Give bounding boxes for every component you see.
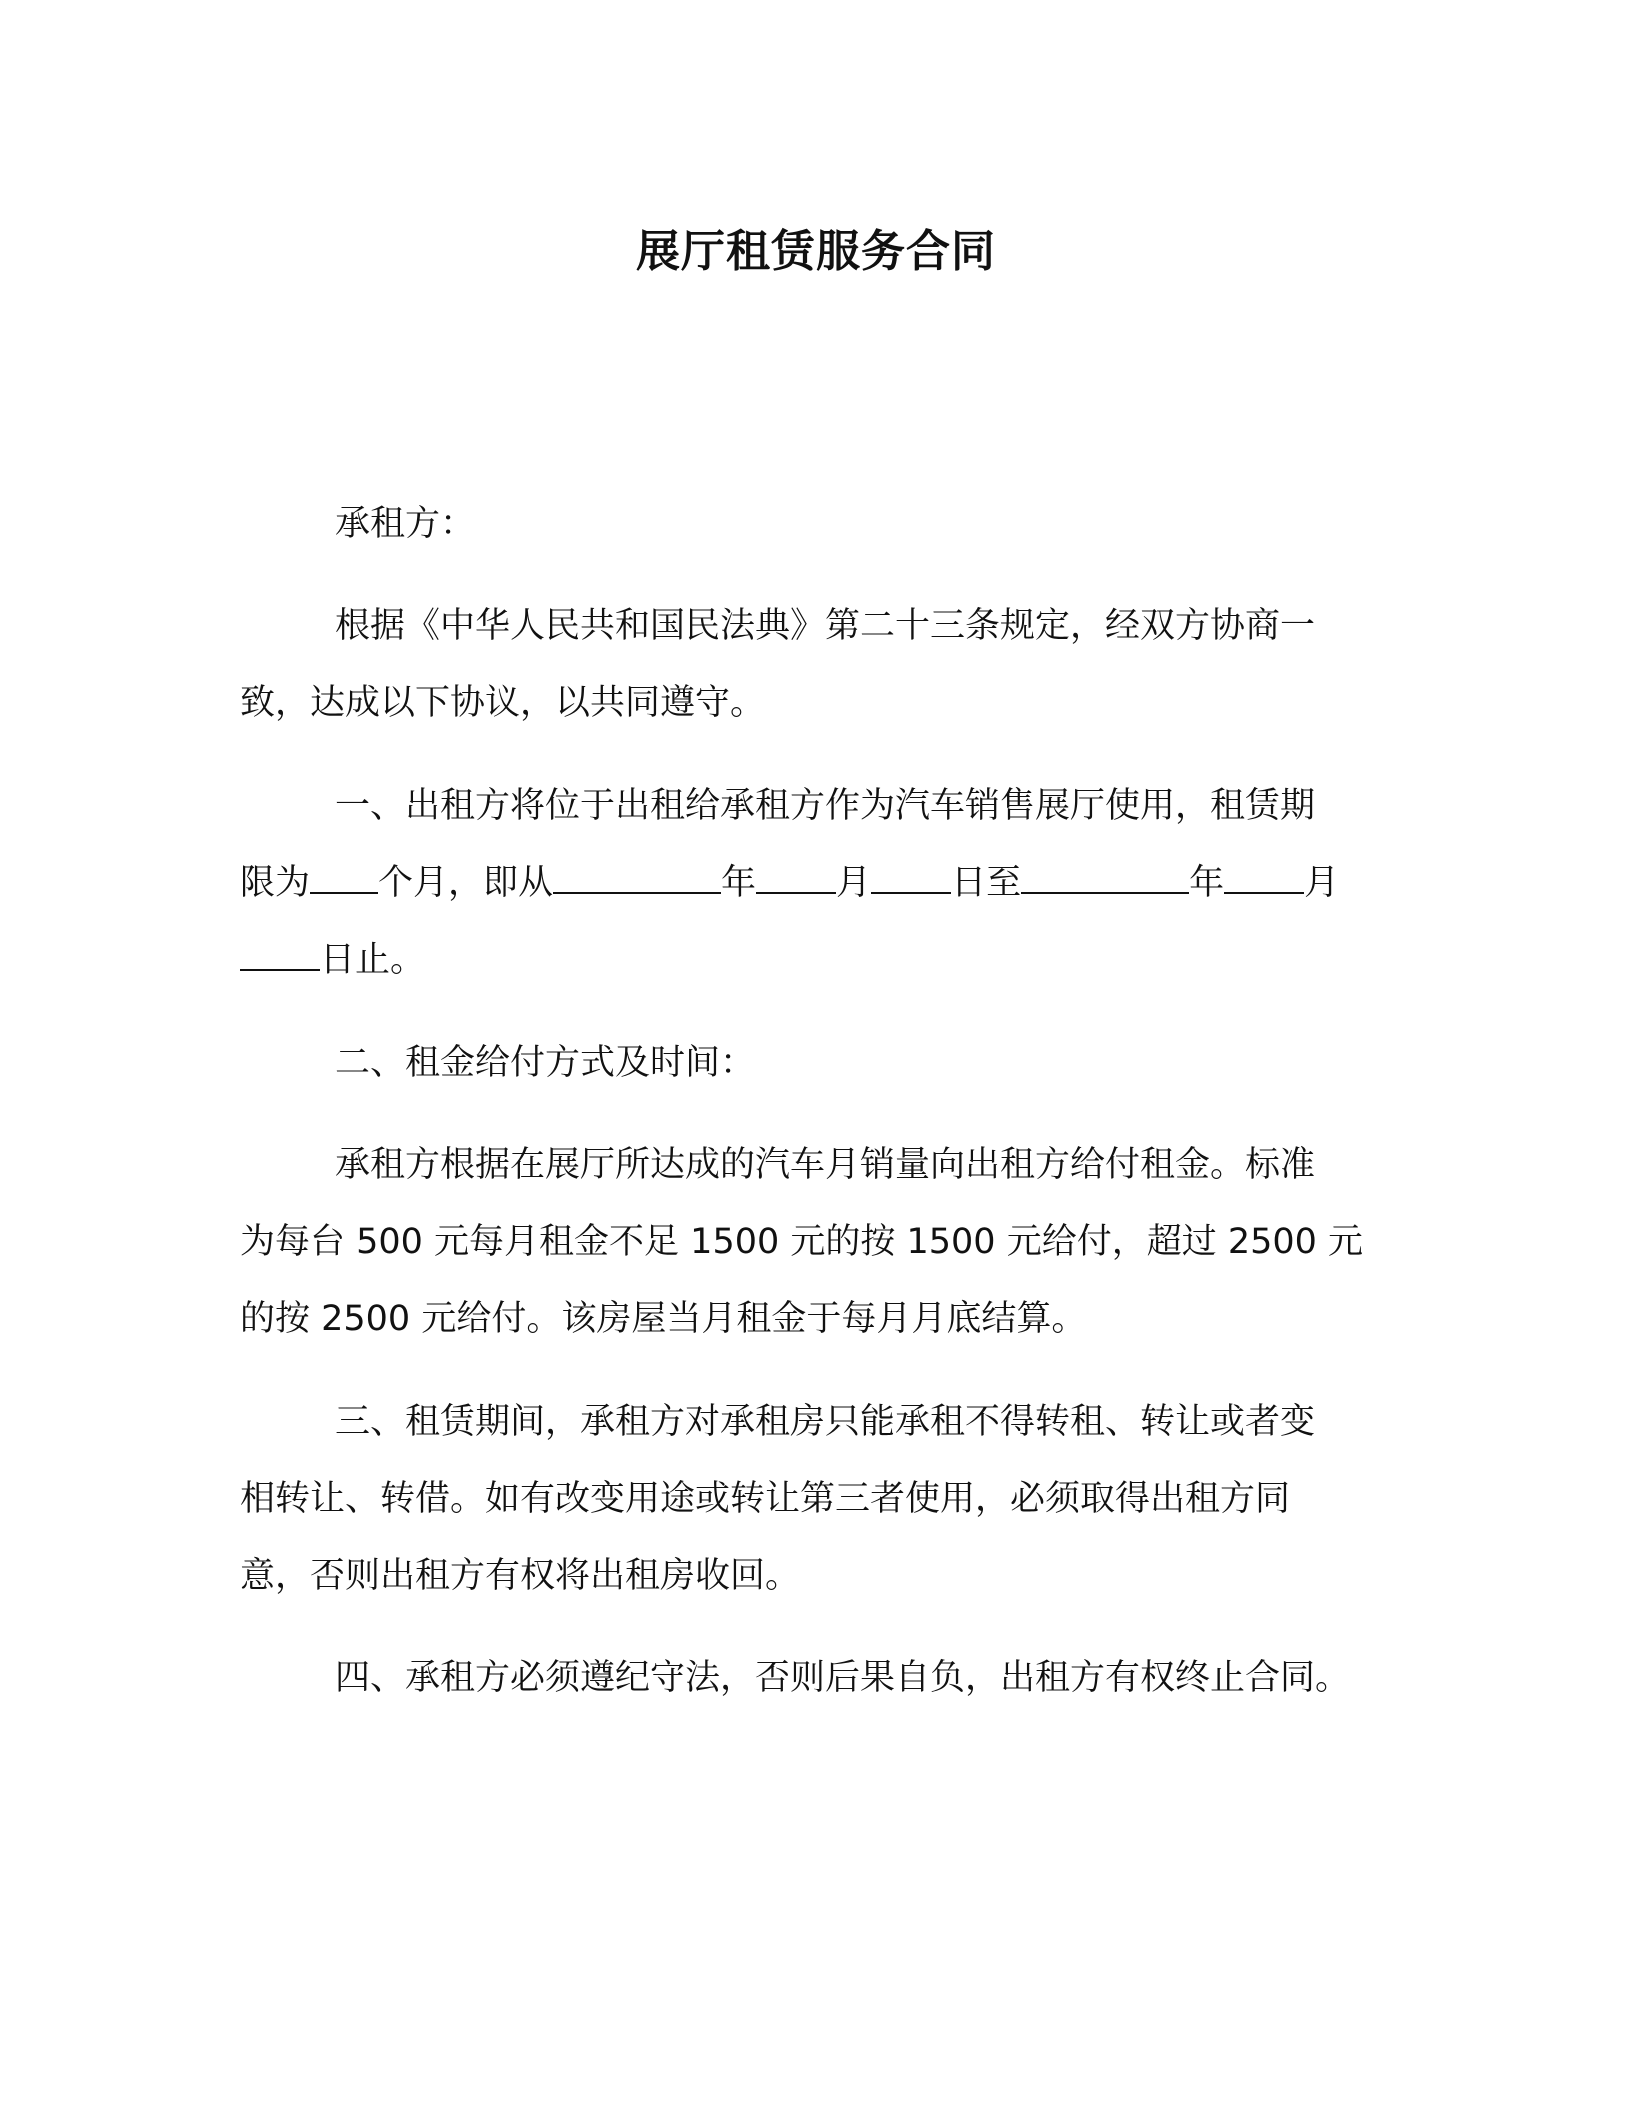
- clause-1-text-b: 个月，即从: [378, 863, 554, 903]
- end-day-blank[interactable]: [240, 939, 320, 971]
- clause-1-line-3: [240, 922, 1390, 999]
- clause-2-paragraph: [240, 1127, 1390, 1358]
- document-title: 展厅租赁服务合同: [636, 226, 996, 277]
- start-month-blank[interactable]: [756, 862, 836, 894]
- clause-2-heading-paragraph: [240, 1025, 1390, 1102]
- start-day-blank[interactable]: [871, 862, 951, 894]
- end-year-blank[interactable]: [1021, 862, 1189, 894]
- clause-3-line-3: 意，否则出租方有权将出租房收回。: [240, 1556, 801, 1596]
- clause-3-line-1: 三、租赁期间，承租方对承租房只能承租不得转租、转让或者变: [335, 1402, 1316, 1442]
- clause-1-text-end: 日止。: [320, 940, 426, 980]
- months-blank[interactable]: [310, 862, 378, 894]
- clause-2-heading: 二、租金给付方式及时间：: [335, 1043, 756, 1083]
- clause-1-line-1: 一、出租方将位于出租给承租方作为汽车销售展厅使用，租赁期: [335, 786, 1316, 826]
- clause-1-text-f: 年: [1189, 863, 1225, 903]
- clause-4-paragraph: [240, 1640, 1390, 1717]
- lessee-label: 承租方：: [335, 504, 476, 544]
- clause-3-line-2: 相转让、转借。如有改变用途或转让第三者使用，必须取得出租方同: [240, 1479, 1291, 1519]
- clause-3-paragraph: [240, 1384, 1390, 1615]
- clause-1-line-2: [240, 845, 1390, 922]
- end-month-blank[interactable]: [1224, 862, 1304, 894]
- clause-1-text-a: 限为: [240, 863, 311, 903]
- start-year-blank[interactable]: [553, 862, 721, 894]
- clause-2-line-3: 的按 2500 元给付。该房屋当月租金于每月月底结算。: [240, 1299, 1087, 1339]
- lessee-label-paragraph: [240, 486, 1390, 563]
- clause-1-paragraph: [240, 768, 1390, 999]
- preamble-paragraph: [240, 588, 1390, 742]
- clause-2-line-1: 承租方根据在展厅所达成的汽车月销量向出租方给付租金。标准: [335, 1145, 1316, 1185]
- clause-2-line-2: 为每台 500 元每月租金不足 1500 元的按 1500 元给付，超过 2500 元: [240, 1222, 1364, 1262]
- preamble-line-1: 根据《中华人民共和国民法典》第二十三条规定，经双方协商一: [335, 606, 1316, 646]
- clause-1-text-d: 月: [836, 863, 872, 903]
- preamble-line-2: 致，达成以下协议，以共同遵守。: [240, 683, 766, 723]
- clause-1-text-g: 月: [1304, 863, 1340, 903]
- clause-1-text-c: 年: [721, 863, 757, 903]
- clause-1-text-e: 日至: [951, 863, 1022, 903]
- clause-4-line-1: 四、承租方必须遵纪守法，否则后果自负，出租方有权终止合同。: [335, 1658, 1351, 1698]
